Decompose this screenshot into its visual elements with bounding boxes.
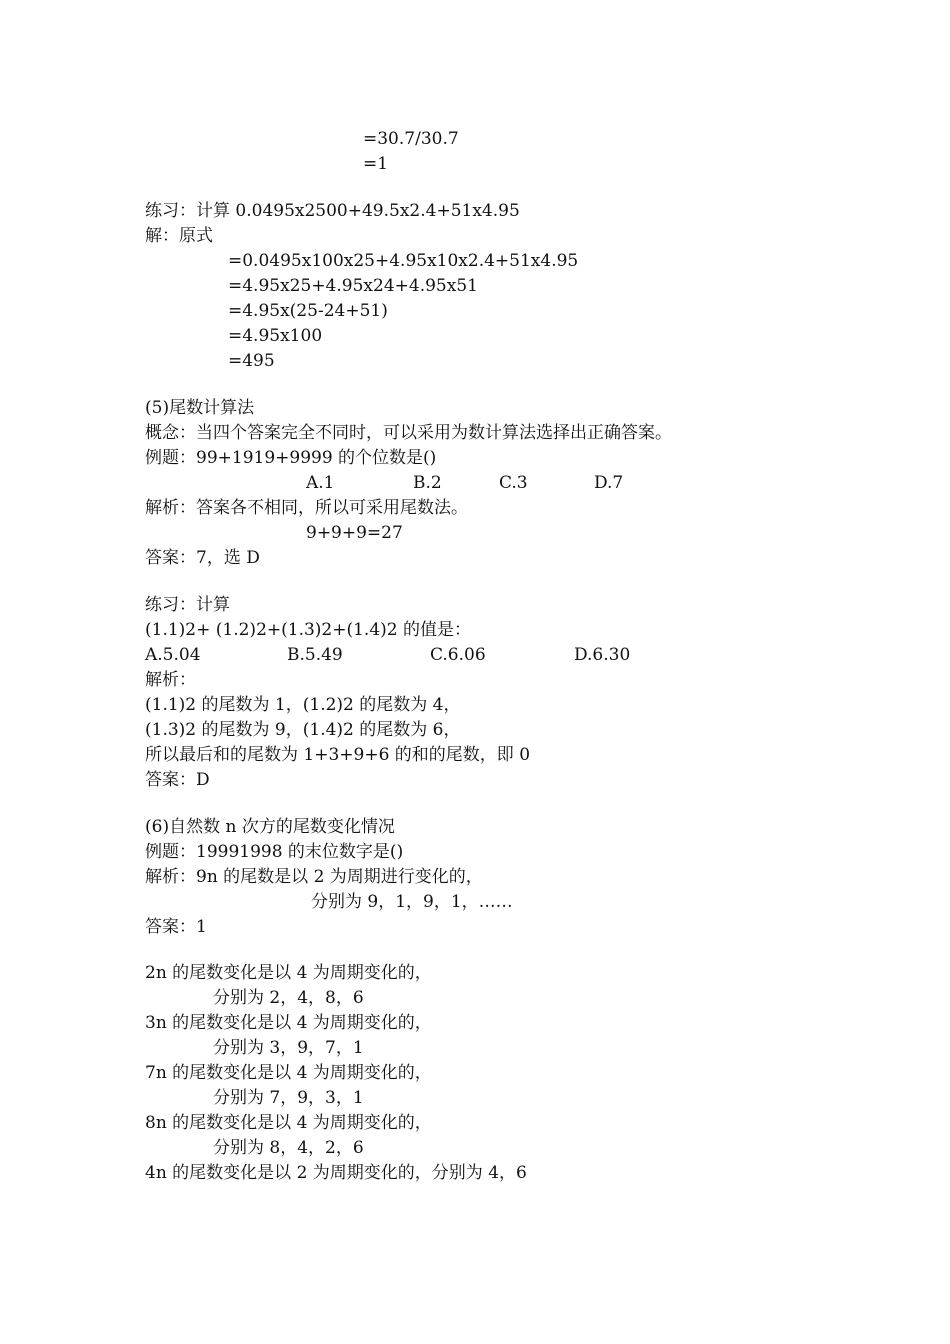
pattern-values: 分别为 2，4，8，6: [213, 988, 364, 1008]
option-c: C.3: [499, 473, 528, 493]
solution-head: 解：原式: [145, 226, 213, 246]
analysis-text: 解析：答案各不相同，所以可采用尾数法。: [145, 498, 468, 518]
pattern-values: 分别为 8，4，2，6: [213, 1138, 364, 1158]
answer-text: 答案：1: [145, 917, 207, 937]
example-question: 例题：19991998 的末位数字是(): [145, 842, 404, 862]
practice-question: (1.1)2+ (1.2)2+(1.3)2+(1.4)2 的值是：: [145, 620, 472, 640]
pattern-rule: 2n 的尾数变化是以 4 为周期变化的，: [145, 963, 432, 983]
answer-text: 答案：D: [145, 770, 210, 790]
analysis-line: (1.3)2 的尾数为 9，(1.4)2 的尾数为 6，: [145, 720, 461, 740]
pattern-values: 分别为 7，9，3，1: [213, 1088, 364, 1108]
option-a: A.5.04: [145, 645, 201, 665]
analysis-line: (1.1)2 的尾数为 1，(1.2)2 的尾数为 4，: [145, 695, 461, 715]
pattern-rule: 7n 的尾数变化是以 4 为周期变化的，: [145, 1063, 432, 1083]
option-d: D.7: [594, 473, 624, 493]
calc-line: 9+9+9=27: [306, 523, 403, 543]
solution-step: =4.95x(25-24+51): [228, 301, 388, 321]
section-title: (5)尾数计算法: [145, 398, 255, 418]
analysis-head: 解析：: [145, 670, 196, 690]
pattern-rule: 3n 的尾数变化是以 4 为周期变化的，: [145, 1013, 432, 1033]
pattern-rule: 8n 的尾数变化是以 4 为周期变化的，: [145, 1113, 432, 1133]
analysis-continuation: 分别为 9，1，9，1，……: [311, 892, 513, 912]
pattern-values: 分别为 3，9，7，1: [213, 1038, 364, 1058]
analysis-line: 所以最后和的尾数为 1+3+9+6 的和的尾数，即 0: [145, 745, 531, 765]
example-question: 例题：99+1919+9999 的个位数是(): [145, 448, 437, 468]
solution-step: =0.0495x100x25+4.95x10x2.4+51x4.95: [228, 251, 579, 271]
option-b: B.2: [413, 473, 442, 493]
analysis-text: 解析：9n 的尾数是以 2 为周期进行变化的，: [145, 867, 483, 887]
answer-text: 答案：7，选 D: [145, 548, 260, 568]
option-a: A.1: [306, 473, 335, 493]
calc-line: =30.7/30.7: [363, 129, 459, 149]
solution-step: =495: [228, 351, 275, 371]
pattern-rule: 4n 的尾数变化是以 2 为周期变化的，分别为 4，6: [145, 1163, 527, 1183]
solution-step: =4.95x100: [228, 326, 323, 346]
option-b: B.5.49: [287, 645, 343, 665]
option-c: C.6.06: [430, 645, 486, 665]
calc-line: =1: [363, 154, 389, 174]
solution-step: =4.95x25+4.95x24+4.95x51: [228, 276, 478, 296]
option-d: D.6.30: [574, 645, 631, 665]
section-title: (6)自然数 n 次方的尾数变化情况: [145, 817, 395, 837]
practice-title: 练习：计算: [145, 595, 230, 615]
concept-text: 概念：当四个答案完全不同时，可以采用为数计算法选择出正确答案。: [145, 423, 672, 443]
practice-question: 练习：计算 0.0495x2500+49.5x2.4+51x4.95: [145, 201, 520, 221]
